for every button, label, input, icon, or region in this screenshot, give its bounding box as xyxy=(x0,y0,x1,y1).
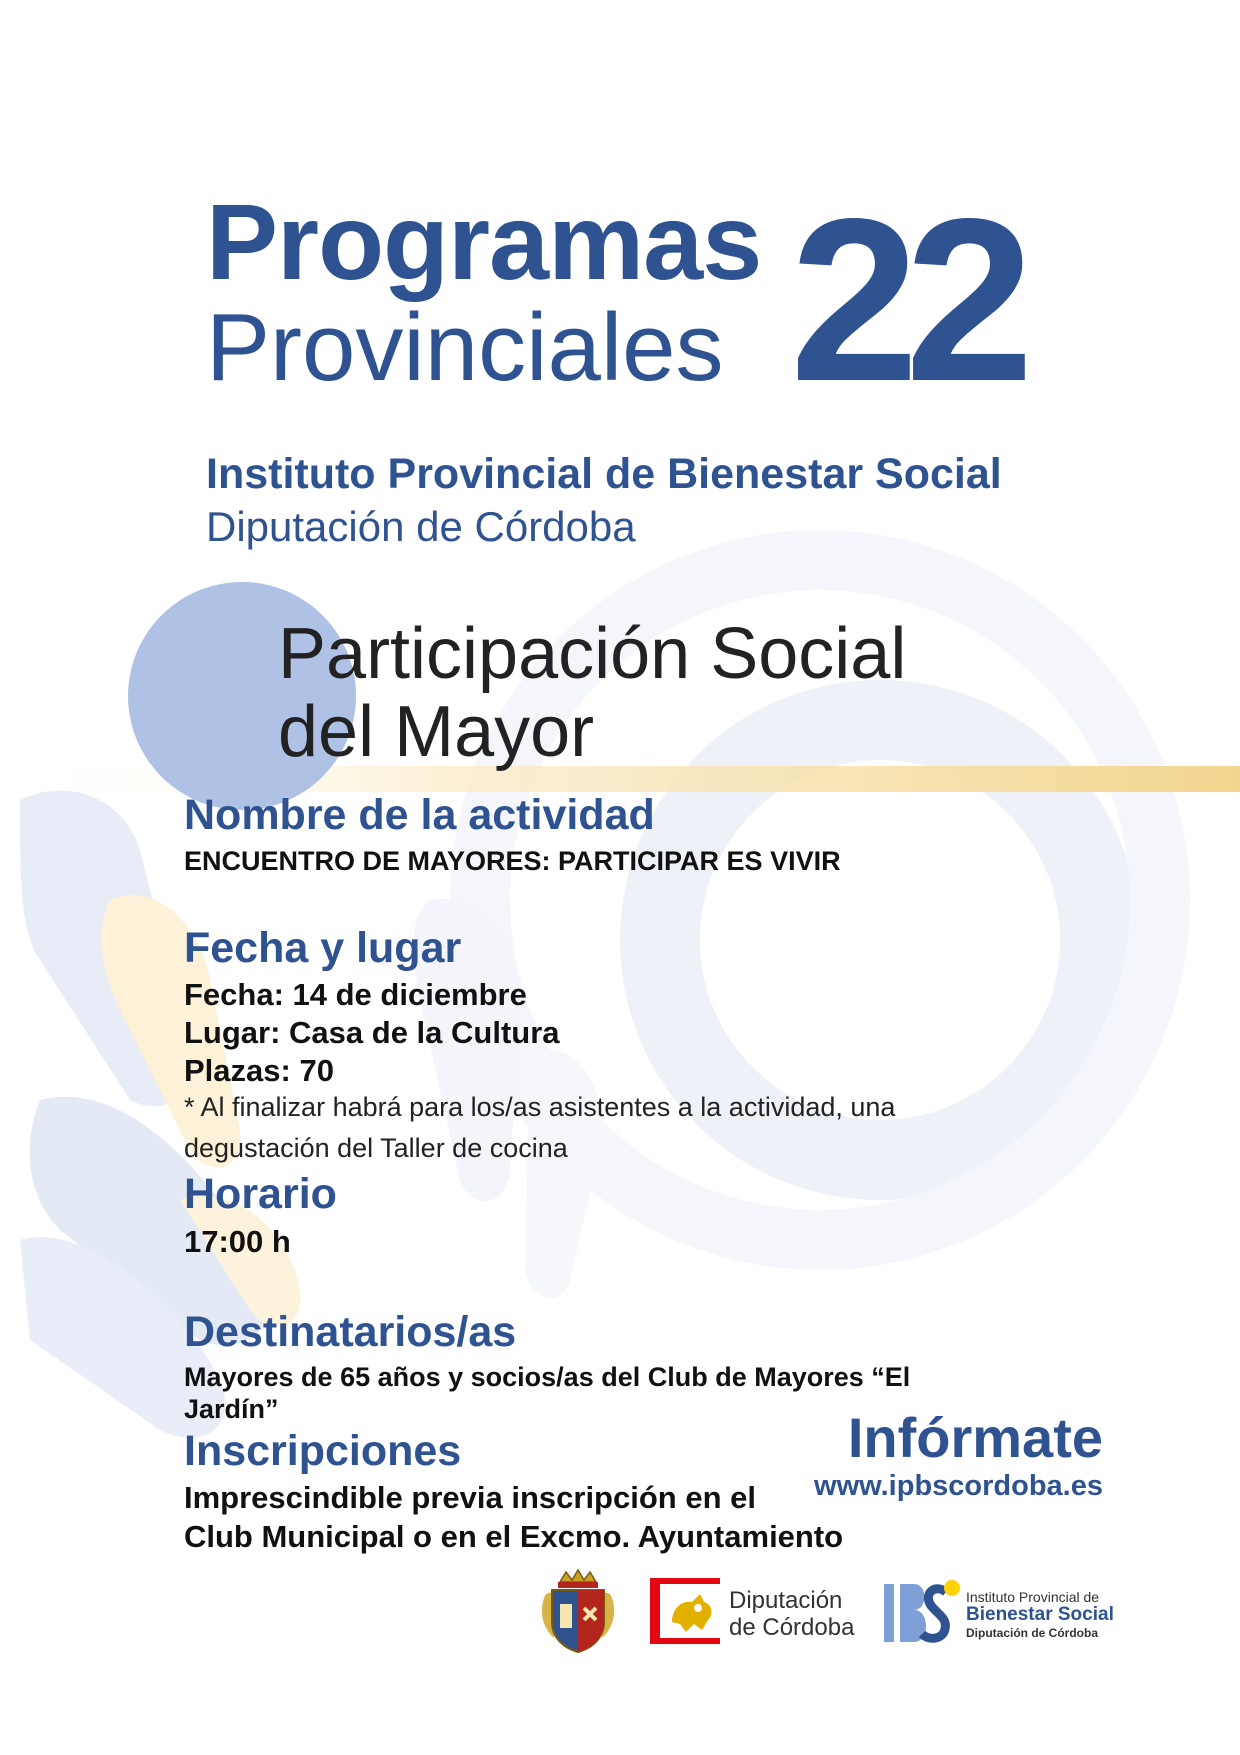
event-note-line2: degustación del Taller de cocina xyxy=(184,1133,568,1163)
registration-line1: Imprescindible previa inscripción en el xyxy=(184,1480,756,1515)
program-title-line1: Participación Social xyxy=(278,614,907,694)
ipbs-logo-line1: Instituto Provincial de xyxy=(966,1589,1100,1605)
ipbs-logo-line3: Diputación de Córdoba xyxy=(966,1626,1098,1640)
event-seats: Plazas: 70 xyxy=(184,1053,334,1088)
institute-name: Instituto Provincial de Bienestar Social xyxy=(206,450,1002,498)
event-place: Lugar: Casa de la Cultura xyxy=(184,1015,560,1050)
event-note-line1: * Al finalizar habrá para los/as asistentes a la actividad, una xyxy=(184,1092,896,1122)
schedule-heading: Horario xyxy=(184,1170,337,1218)
diputacion-logo-icon xyxy=(650,1578,720,1644)
event-note xyxy=(184,1087,895,1169)
info-website[interactable]: www.ipbscordoba.es xyxy=(814,1470,1103,1502)
recipients-line2: Jardín” xyxy=(184,1394,279,1424)
ipbs-logo-icon xyxy=(884,1578,964,1644)
diputacion-logo-line1: Diputación xyxy=(729,1587,843,1614)
ipbs-logo-line2: Bienestar Social xyxy=(966,1604,1114,1625)
program-title-line2: del Mayor xyxy=(278,692,595,772)
program-title xyxy=(278,615,906,771)
diputacion-logo-line2: de Córdoba xyxy=(729,1614,855,1641)
registration-heading: Inscripciones xyxy=(184,1427,462,1475)
council-name: Diputación de Córdoba xyxy=(206,503,636,550)
registration-line2: Club Municipal o en el Excmo. Ayuntamiento xyxy=(184,1519,844,1554)
activity-name: ENCUENTRO DE MAYORES: PARTICIPAR ES VIVIR xyxy=(184,846,841,876)
recipients-line1: Mayores de 65 años y socios/as del Club de Mayores “El xyxy=(184,1362,911,1392)
header-title-line2: Provinciales xyxy=(206,294,724,401)
activity-heading: Nombre de la actividad xyxy=(184,791,655,839)
header-year: 22 xyxy=(790,171,1021,430)
info-heading: Infórmate xyxy=(847,1406,1103,1469)
town-coat-of-arms-icon xyxy=(538,1568,618,1654)
date-place-heading: Fecha y lugar xyxy=(184,924,462,972)
event-date: Fecha: 14 de diciembre xyxy=(184,977,527,1012)
schedule-time: 17:00 h xyxy=(184,1224,291,1259)
header-title-line1: Programas xyxy=(206,181,762,302)
recipients-heading: Destinatarios/as xyxy=(184,1308,517,1356)
